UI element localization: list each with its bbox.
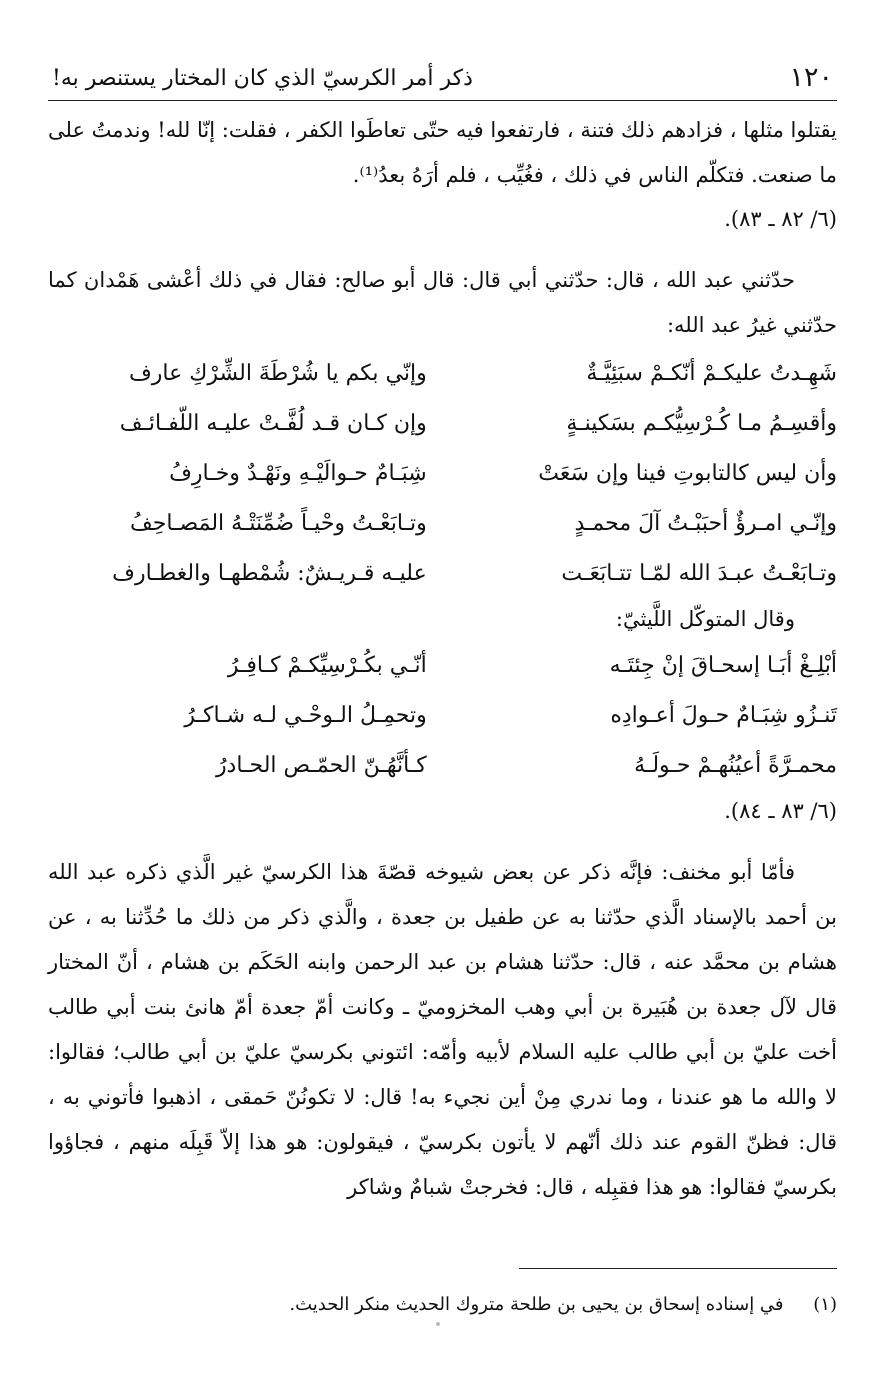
reference-2: (٦/ ٨٣ ـ ٨٤). (724, 799, 837, 823)
poem-1 (48, 348, 837, 598)
verse-hemistich-second: وتحمِـلُ الـوحْـي لـه شـاكـرُ (184, 702, 427, 728)
verse-hemistich-first: شَهِـدتُ عليكـمْ أنّكـمْ سبَئِيَّـةٌ (586, 360, 837, 386)
footnote-divider (519, 1268, 837, 1269)
footnote-text: في إسناده إسحاق بن يحيى بن طلحة متروك الحديث منكر الحديث. (289, 1294, 784, 1315)
verse-hemistich-second: وإن كـان قـد لُفَّـتْ عليـه اللّفـائـف (119, 410, 427, 436)
running-title: ذكر أمر الكرسيّ الذي كان المختار يستنصر به! (52, 66, 473, 91)
verse-hemistich-first: أبْلِـغْ أبَـا إسحـاقَ إنْ جِئتَـه (609, 652, 837, 678)
poem-2 (48, 640, 837, 790)
verse-hemistich-first: تَنـزُو شِبَـامٌ حـولَ أعـوادِه (610, 702, 837, 728)
footnote (48, 1290, 837, 1320)
verse-hemistich-second: وإنّي بكم يا شُرْطَةَ الشِّرْكِ عارف (128, 360, 427, 386)
page-header (48, 60, 837, 101)
paragraph-2: حدّثني عبد الله ، قال: حدّثني أبي قال: قال أبو صالح: فقال في ذلك أعْشى هَمْدان كما حدّثني غيرُ عبد الله: (48, 268, 837, 337)
paragraph-1: يقتلوا مثلها ، فزادهم ذلك فتنة ، فارتفعوا فيه حتّى تعاطَوا الكفر ، فقلت: إنّا لله! وندمتُ على ما صنعت. فتكلّم الناس في ذلك ، فغُيِّب ، فلم أرَهُ بعدُ⁽¹⁾. (48, 118, 837, 187)
verse-hemistich-second: أنّـي بكُـرْسِيِّكـمْ كـافِـرُ (227, 652, 427, 678)
paragraph-4: فأمّا أبو مخنف: فإنَّه ذكر عن بعض شيوخه قصّةَ هذا الكرسيّ غير الَّذي ذكره عبد الله بن أحمد بالإسناد الَّذي حدّثنا به عن طفيل بن جعدة ، والَّذي ذكر من ذلك ما حُدِّثنا به ، عن هشام بن محمَّد عنه ، قال: حدّثنا هشام بن عبد الرحمن وابنه الحَكَم بن هشام ، أنّ المختار قال لآل جعدة بن هُبَيرة بن أبي وهب المخزوميّ ـ وكانت أمّ جعدة أمّ هانئ بنت أبي طالب أخت عليّ بن أبي طالب عليه السلام لأبيه وأمّه: ائتوني بكرسيّ عليّ بن أبي طالب؛ فقالوا: لا والله ما هو عندنا ، وما ندري مِنْ أين نجيء به! قال: لا تكونُنّ حَمقى ، اذهبوا فأتوني به ، قال: فظنّ القوم عند ذلك أنّهم لا يأتون بكرسيّ ، فيقولون: هو هذا إلاّ قَبِلَه منهم ، فجاؤوا بكرسيّ فقالوا: هو هذا فقبِله ، قال: فخرجتْ شبامٌ وشاكر (48, 860, 837, 1199)
verse-hemistich-second: وتـابَعْـتُ وحْيـاً ضُمِّنَتْـهُ المَصـاحِفُ (130, 510, 427, 536)
page-dot (436, 1322, 440, 1326)
main-text (48, 108, 837, 1210)
verse-line (48, 740, 837, 790)
verse-line (48, 640, 837, 690)
poem-2-intro: وقال المتوكّل اللَّيثيّ: (615, 607, 795, 631)
verse-line (48, 398, 837, 448)
page-number: ١٢٠ (789, 62, 833, 93)
verse-line (48, 448, 837, 498)
verse-hemistich-first: محمـرَّةً أعيُنُهـمْ حـولَـهُ (634, 752, 837, 778)
verse-line (48, 690, 837, 740)
verse-line (48, 498, 837, 548)
verse-hemistich-second: شِبَـامٌ حـوالَيْـهِ ونَهْـدٌ وخـارِفُ (169, 460, 427, 486)
verse-hemistich-first: وأقسِـمُ مـا كُـرْسِيُّكـم بسَكينـةٍ (566, 410, 837, 436)
reference-1: (٦/ ٨٢ ـ ٨٣). (724, 207, 837, 231)
verse-hemistich-second: كـأنَّهُـنّ الحمّـص الحـادرُ (215, 752, 427, 778)
verse-hemistich-first: وإنّـي امـرؤٌ أحبَبْـتُ آلَ محمـدٍ (574, 510, 837, 536)
verse-line (48, 348, 837, 398)
verse-line (48, 548, 837, 598)
verse-hemistich-first: وتـابَعْـتُ عبـدَ الله لمّـا تتـابَعَـت (561, 560, 837, 586)
verse-hemistich-second: عليـه قـريـشٌ: شُمْطهـا والغطـارف (112, 560, 427, 586)
footnote-marker: (١) (813, 1294, 837, 1315)
verse-hemistich-first: وأن ليس كالتابوتِ فينا وإن سَعَتْ (538, 460, 837, 486)
